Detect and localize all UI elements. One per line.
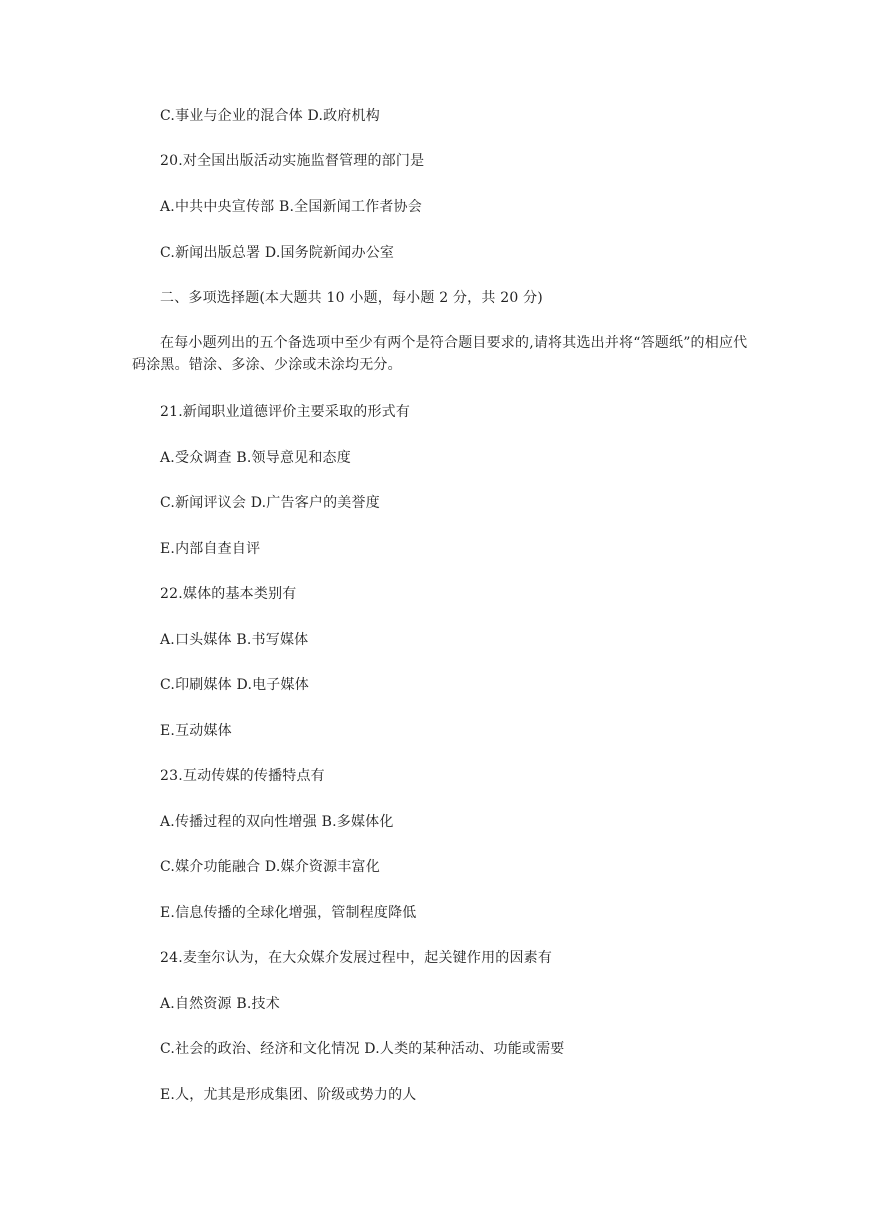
option-line-24ab: A.自然资源 B.技术 — [160, 996, 280, 1012]
question-23: 23.互动传媒的传播特点有 — [160, 768, 325, 784]
option-line-23ab: A.传播过程的双向性增强 B.多媒体化 — [160, 814, 394, 830]
option-line-23cd: C.媒介功能融合 D.媒介资源丰富化 — [160, 859, 380, 875]
question-22: 22.媒体的基本类别有 — [160, 586, 297, 602]
option-line-21ab: A.受众调查 B.领导意见和态度 — [160, 450, 351, 466]
option-line-24cd: C.社会的政治、经济和文化情况 D.人类的某种活动、功能或需要 — [160, 1041, 565, 1057]
option-line-23e: E.信息传播的全球化增强，管制程度降低 — [160, 905, 417, 921]
section-instructions: 在每小题列出的五个备选项中至少有两个是符合题目要求的,请将其选出并将“答题纸”的相应代码涂黑。错涂、多涂、少涂或未涂均无分。 — [132, 335, 748, 373]
question-20: 20.对全国出版活动实施监督管理的部门是 — [160, 153, 425, 169]
option-line-21cd: C.新闻评议会 D.广告客户的美誉度 — [160, 495, 380, 511]
option-line-22cd: C.印刷媒体 D.电子媒体 — [160, 677, 309, 693]
option-line-22ab: A.口头媒体 B.书写媒体 — [160, 632, 309, 648]
option-line-20ab: A.中共中央宣传部 B.全国新闻工作者协会 — [160, 199, 422, 215]
option-line-19cd: C.事业与企业的混合体 D.政府机构 — [160, 108, 380, 124]
question-24: 24.麦奎尔认为，在大众媒介发展过程中，起关键作用的因素有 — [160, 950, 553, 966]
question-21: 21.新闻职业道德评价主要采取的形式有 — [160, 404, 411, 420]
option-line-22e: E.互动媒体 — [160, 723, 232, 739]
option-line-21e: E.内部自查自评 — [160, 541, 261, 557]
option-line-20cd: C.新闻出版总署 D.国务院新闻办公室 — [160, 245, 395, 261]
section-heading-multiple-choice: 二、多项选择题(本大题共 10 小题，每小题 2 分，共 20 分) — [160, 290, 543, 306]
option-line-24e: E.人，尤其是形成集团、阶级或势力的人 — [160, 1087, 417, 1103]
